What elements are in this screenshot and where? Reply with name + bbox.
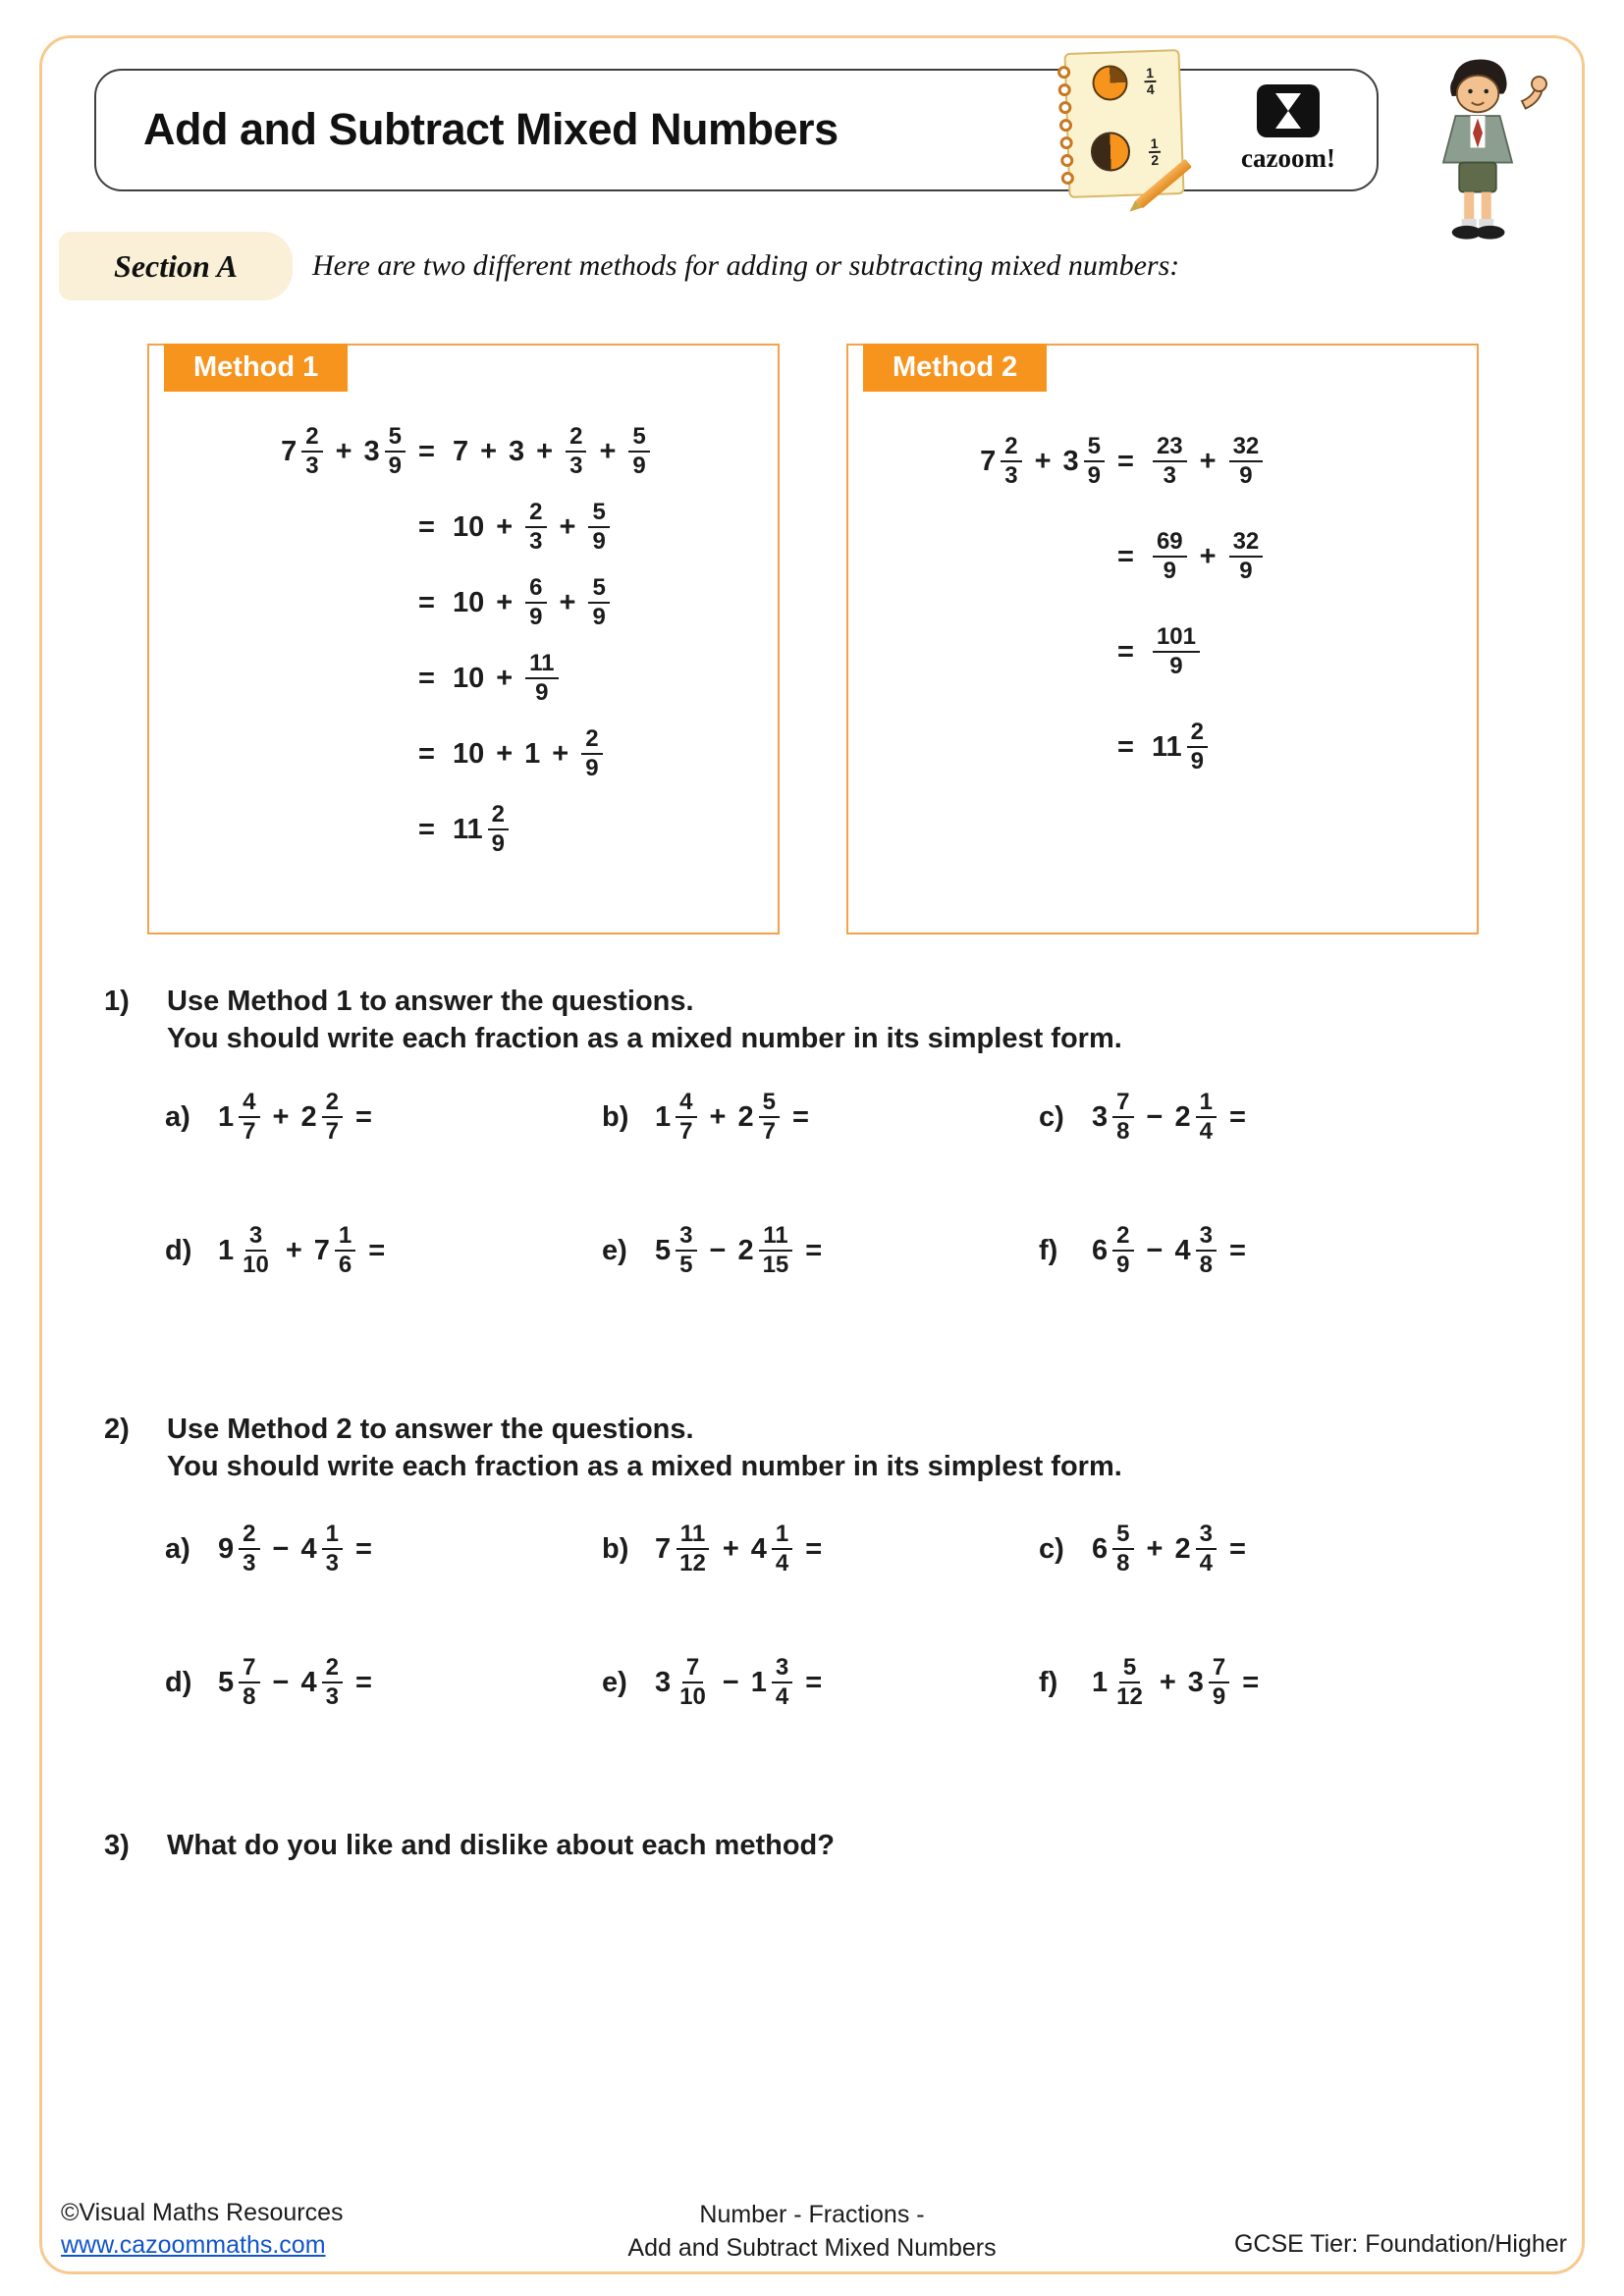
pencil-icon: [1135, 159, 1192, 209]
question-item-expression: 1 $\frac{4}{7}$ + 2 $\frac{2}{7}$ =: [218, 1088, 372, 1145]
math-rhs: = $\frac{69}{9}$ + $\frac{32}{9}$: [1108, 529, 1266, 584]
half-fraction-label: $\frac{1}{2}$: [1150, 134, 1160, 169]
method-working-line: [185, 641, 778, 717]
method-working-line: [185, 565, 778, 641]
footer-website-link[interactable]: www.cazoommaths.com: [61, 2231, 326, 2259]
question-1-heading: [104, 984, 1122, 1057]
question-item-expression: 1 $\frac{4}{7}$ + 2 $\frac{5}{7}$ =: [655, 1088, 809, 1145]
math-rhs: = 7 + 3 + $\frac{2}{3}$ + $\frac{5}{9}$: [408, 424, 653, 479]
math-rhs: = $\frac{101}{9}$: [1108, 624, 1203, 679]
quarter-pie-icon: [1092, 65, 1128, 101]
method-working-line: [884, 605, 1477, 700]
question-item-expression: 1 $\frac{3}{10}$ + 7 $\frac{1}{6}$ =: [218, 1221, 386, 1278]
method-working-line: [884, 700, 1477, 795]
question-text: [167, 1412, 1122, 1485]
question-item-expression: 3 $\frac{7}{8}$ − 2 $\frac{1}{4}$ =: [1092, 1088, 1246, 1145]
question-text-line2: You should write each fraction as a mixed number in its simplest form.: [167, 1450, 1122, 1482]
question-item-label: f): [1039, 1666, 1058, 1698]
method-working-line: [884, 509, 1477, 605]
question-item-label: d): [165, 1234, 192, 1266]
question-item: [1039, 1647, 1451, 1718]
question-2-heading: [104, 1412, 1122, 1485]
question-number: 2): [104, 1414, 130, 1445]
cazoom-logo-text: cazoom!: [1241, 143, 1335, 173]
math-rhs: = 10 + $\frac{11}{9}$: [408, 651, 562, 706]
method-working-line: [185, 490, 778, 565]
question-text-line2: You should write each fraction as a mixed number in its simplest form.: [167, 1022, 1122, 1054]
question-item: [1039, 1082, 1451, 1152]
question-item-label: e): [602, 1666, 627, 1698]
quarter-fraction-label: $\frac{1}{4}$: [1145, 64, 1155, 98]
question-item-expression: 9 $\frac{2}{3}$ − 4 $\frac{1}{3}$ =: [218, 1520, 372, 1576]
cazoom-logo-icon: [1257, 84, 1320, 137]
question-item-expression: 6 $\frac{2}{9}$ − 4 $\frac{3}{8}$ =: [1092, 1221, 1246, 1278]
method-1-working: [149, 346, 778, 868]
question-item: [602, 1215, 1039, 1286]
question-item-label: a): [165, 1532, 190, 1565]
footer-topic-line1: Number - Fractions -: [699, 2201, 925, 2228]
question-item-expression: 3 $\frac{7}{10}$ − 1 $\frac{3}{4}$ =: [655, 1653, 823, 1710]
math-lhs: 7 $\frac{2}{3}$ + 3 $\frac{5}{9}$: [884, 434, 1108, 489]
question-item: [1039, 1215, 1451, 1286]
notepad-icon: [1053, 45, 1200, 207]
question-number: 1): [104, 986, 130, 1017]
notepad-spiral: [1057, 63, 1074, 187]
question-number: 3): [104, 1830, 130, 1861]
section-a-label-text: Section A: [114, 247, 238, 284]
method-working-line: [185, 414, 778, 490]
question-2-items: [165, 1514, 1451, 1718]
method-2-tab: Method 2: [863, 344, 1047, 392]
question-item-expression: 1 $\frac{5}{12}$ + 3 $\frac{7}{9}$ =: [1092, 1653, 1260, 1710]
question-item-label: b): [602, 1100, 629, 1133]
question-3-heading: [104, 1828, 835, 1865]
question-item-label: c): [1039, 1100, 1064, 1133]
method-working-line: [884, 414, 1477, 509]
footer-copyright: ©Visual Maths Resources: [61, 2199, 344, 2226]
question-item: [602, 1647, 1039, 1718]
question-text-line1: Use Method 2 to answer the questions.: [167, 1414, 694, 1445]
math-rhs: = 10 + $\frac{6}{9}$ + $\frac{5}{9}$: [408, 575, 613, 630]
method-1-box: [147, 344, 780, 934]
footer-tier: GCSE Tier: Foundation/Higher: [1233, 2230, 1567, 2258]
question-item: [165, 1215, 602, 1286]
question-item: [602, 1082, 1039, 1152]
math-rhs: = 10 + 1 + $\frac{2}{9}$: [408, 726, 606, 781]
footer-topic-line2: Add and Subtract Mixed Numbers: [627, 2233, 997, 2262]
question-item-expression: 5 $\frac{3}{5}$ − 2 $\frac{11}{15}$ =: [655, 1221, 823, 1278]
question-item-label: c): [1039, 1532, 1064, 1565]
question-item-label: b): [602, 1532, 629, 1565]
question-item: [1039, 1514, 1451, 1584]
question-item-label: e): [602, 1234, 627, 1266]
question-item: [602, 1514, 1039, 1584]
method-2-box: [846, 344, 1479, 934]
cazoom-logo: [1229, 84, 1347, 174]
half-pie-icon: [1090, 132, 1130, 172]
notepad-sheet: [1063, 49, 1184, 198]
question-text-line1: Use Method 1 to answer the questions.: [167, 986, 694, 1017]
question-item-label: d): [165, 1666, 192, 1698]
boy-character-illustration: [1404, 51, 1551, 279]
question-item-expression: 6 $\frac{5}{8}$ + 2 $\frac{3}{4}$ =: [1092, 1520, 1246, 1576]
section-intro-text: Here are two different methods for adding or subtracting mixed numbers:: [312, 249, 1180, 282]
question-item-expression: 5 $\frac{7}{8}$ − 4 $\frac{2}{3}$ =: [218, 1653, 372, 1710]
method-1-tab: Method 1: [164, 344, 348, 392]
question-text: [167, 984, 1122, 1057]
math-rhs: = 10 + $\frac{2}{3}$ + $\frac{5}{9}$: [408, 500, 613, 555]
math-rhs: = 11 $\frac{2}{9}$: [1108, 720, 1211, 774]
question-item-expression: 7 $\frac{11}{12}$ + 4 $\frac{1}{4}$ =: [655, 1520, 823, 1576]
question-1-items: [165, 1082, 1451, 1286]
question-item: [165, 1514, 602, 1584]
question-item: [165, 1647, 602, 1718]
math-rhs: = $\frac{23}{3}$ + $\frac{32}{9}$: [1108, 434, 1266, 489]
section-a-label: [59, 232, 293, 300]
math-rhs: = 11 $\frac{2}{9}$: [408, 802, 512, 857]
method-working-line: [185, 717, 778, 792]
question-item-label: f): [1039, 1234, 1058, 1266]
question-item: [165, 1082, 602, 1152]
method-2-working: [848, 346, 1477, 795]
math-lhs: 7 $\frac{2}{3}$ + 3 $\frac{5}{9}$: [185, 424, 408, 479]
page-title: Add and Subtract Mixed Numbers: [143, 104, 839, 154]
question-item-label: a): [165, 1100, 190, 1133]
method-working-line: [185, 792, 778, 868]
question-text: What do you like and dislike about each method?: [167, 1830, 835, 1861]
